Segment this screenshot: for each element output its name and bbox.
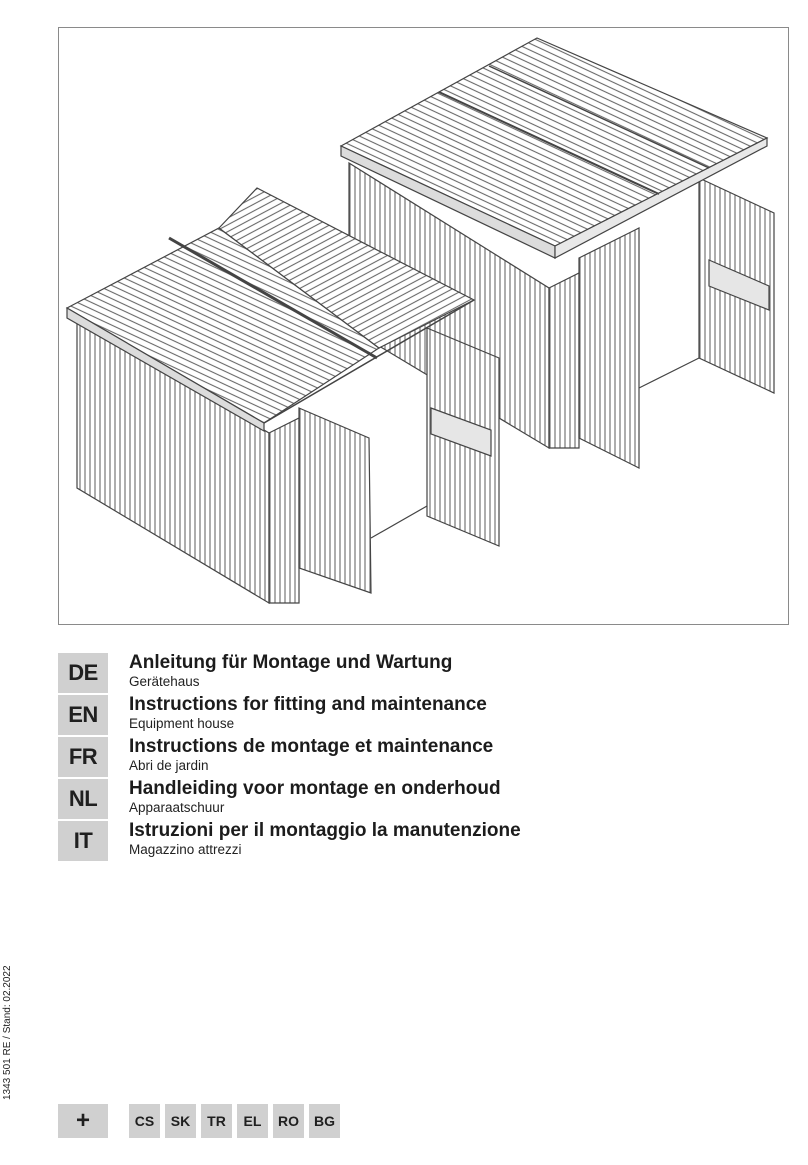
language-subtitle: Abri de jardin — [129, 758, 209, 773]
more-languages-plus: + — [58, 1104, 108, 1138]
language-subtitle: Equipment house — [129, 716, 235, 731]
language-title: Handleiding voor montage en onderhoud — [129, 778, 501, 799]
document-code: 1343 501 RE / Stand: 02.2022 — [2, 965, 13, 1100]
language-code: NL — [58, 779, 108, 819]
language-code-sk: SK — [165, 1104, 196, 1138]
language-row-en — [58, 695, 758, 735]
language-code-cs: CS — [129, 1104, 160, 1138]
shed-drawing — [59, 28, 790, 626]
language-code: EN — [58, 695, 108, 735]
language-code-bg: BG — [309, 1104, 340, 1138]
language-row-it — [58, 821, 758, 861]
language-code: FR — [58, 737, 108, 777]
language-row-nl — [58, 779, 758, 819]
language-subtitle: Apparaatschuur — [129, 800, 225, 815]
language-code-el: EL — [237, 1104, 268, 1138]
language-row-fr — [58, 737, 758, 777]
language-title: Istruzioni per il montaggio la manutenzione — [129, 820, 521, 841]
language-subtitle: Gerätehaus — [129, 674, 200, 689]
language-code: DE — [58, 653, 108, 693]
shed-illustration — [58, 27, 789, 625]
language-code: IT — [58, 821, 108, 861]
language-title: Anleitung für Montage und Wartung — [129, 652, 453, 673]
language-code-tr: TR — [201, 1104, 232, 1138]
pent-roof-shed — [341, 38, 774, 468]
language-subtitle: Magazzino attrezzi — [129, 842, 242, 857]
additional-language-codes — [129, 1104, 340, 1138]
language-title: Instructions for fitting and maintenance — [129, 694, 487, 715]
language-code-ro: RO — [273, 1104, 304, 1138]
language-title: Instructions de montage et maintenance — [129, 736, 494, 757]
language-row-de — [58, 653, 758, 693]
